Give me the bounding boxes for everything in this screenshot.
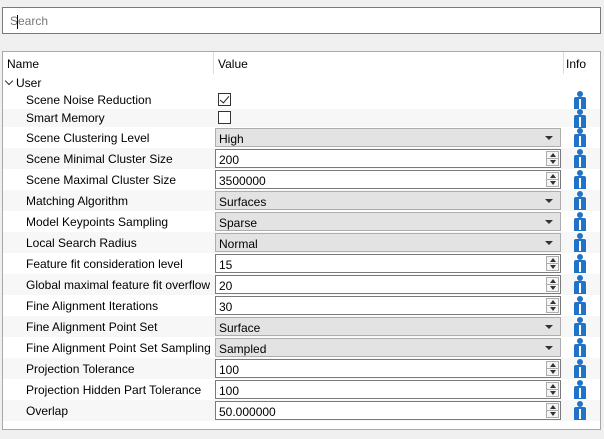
info-icon[interactable] <box>572 401 588 420</box>
dropdown-arrow-icon[interactable] <box>545 325 553 329</box>
spin-up-icon[interactable] <box>550 405 556 409</box>
property-value-cell <box>215 253 563 274</box>
property-row-global-maximal-feature-fit-overflow <box>3 274 600 295</box>
property-value-cell <box>215 169 563 190</box>
spin-up-icon[interactable] <box>550 153 556 157</box>
info-icon[interactable] <box>572 191 588 210</box>
property-name: Scene Clustering Level <box>26 131 150 145</box>
property-name: Fine Alignment Point Set <box>26 320 158 334</box>
property-name: Projection Hidden Part Tolerance <box>26 383 202 397</box>
checkbox[interactable] <box>218 93 231 106</box>
info-icon-body <box>574 239 586 252</box>
spin-divider <box>547 305 558 306</box>
info-icon-body <box>574 260 586 273</box>
property-name: Model Keypoints Sampling <box>26 215 169 229</box>
spin-value[interactable]: 15 <box>219 258 233 272</box>
property-value-cell <box>215 295 563 316</box>
info-icon[interactable] <box>572 380 588 399</box>
dropdown-arrow-icon[interactable] <box>545 346 553 350</box>
info-icon-body <box>574 365 586 378</box>
property-name: Feature fit consideration level <box>26 257 183 271</box>
spin-box[interactable] <box>215 275 561 294</box>
property-value-cell <box>215 400 563 421</box>
spin-down-icon[interactable] <box>550 412 556 416</box>
spin-divider <box>547 284 558 285</box>
column-separator[interactable] <box>563 52 564 74</box>
info-icon-body <box>574 344 586 357</box>
property-name: Scene Maximal Cluster Size <box>26 173 177 187</box>
property-row-scene-maximal-cluster-size <box>3 169 600 190</box>
property-row-fine-alignment-point-set-sampling <box>3 337 600 358</box>
property-value-cell <box>215 211 563 232</box>
spin-box[interactable] <box>215 254 561 273</box>
spin-buttons[interactable] <box>546 172 559 187</box>
spin-buttons[interactable] <box>546 298 559 313</box>
info-icon[interactable] <box>572 109 588 128</box>
info-icon[interactable] <box>572 170 588 189</box>
dropdown-arrow-icon[interactable] <box>545 136 553 140</box>
spin-box[interactable] <box>215 170 561 189</box>
spin-buttons[interactable] <box>546 151 559 166</box>
spin-divider <box>547 410 558 411</box>
spin-divider <box>547 368 558 369</box>
spin-down-icon[interactable] <box>550 370 556 374</box>
spin-value[interactable]: 3500000 <box>219 174 266 188</box>
property-row-overlap <box>3 400 600 421</box>
info-icon-body <box>574 323 586 336</box>
property-value-cell <box>215 148 563 169</box>
spin-down-icon[interactable] <box>550 181 556 185</box>
info-icon[interactable] <box>572 296 588 315</box>
property-row-scene-minimal-cluster-size <box>3 148 600 169</box>
info-icon[interactable] <box>572 91 588 110</box>
property-name: Global maximal feature fit overflow <box>26 278 211 292</box>
grid-header <box>3 52 600 74</box>
property-value-cell <box>215 316 563 337</box>
dropdown-value: Sampled <box>219 342 267 356</box>
property-name: Overlap <box>26 404 69 418</box>
spin-divider <box>547 179 558 180</box>
info-icon[interactable] <box>572 254 588 273</box>
property-name: Matching Algorithm <box>26 194 129 208</box>
spin-down-icon[interactable] <box>550 265 556 269</box>
property-name: Scene Noise Reduction <box>26 93 152 107</box>
info-icon-body <box>574 176 586 189</box>
property-row-smart-memory <box>3 109 600 127</box>
spin-buttons[interactable] <box>546 403 559 418</box>
info-icon-body <box>574 197 586 210</box>
column-header-info[interactable]: Info <box>566 57 587 71</box>
info-icon[interactable] <box>572 212 588 231</box>
search-input[interactable] <box>3 8 600 33</box>
property-value-cell <box>215 232 563 253</box>
info-icon[interactable] <box>572 149 588 168</box>
property-row-model-keypoints-sampling <box>3 211 600 232</box>
spin-divider <box>547 263 558 264</box>
column-header-name[interactable]: Name <box>7 57 40 71</box>
spin-buttons[interactable] <box>546 382 559 397</box>
dropdown-arrow-icon[interactable] <box>545 199 553 203</box>
spin-up-icon[interactable] <box>550 384 556 388</box>
spin-down-icon[interactable] <box>550 391 556 395</box>
dropdown-value: Surface <box>219 321 261 335</box>
spin-value[interactable]: 100 <box>219 363 240 377</box>
spin-up-icon[interactable] <box>550 300 556 304</box>
dropdown-value: Sparse <box>219 216 258 230</box>
property-value-cell <box>215 358 563 379</box>
spin-down-icon[interactable] <box>550 286 556 290</box>
spin-up-icon[interactable] <box>550 279 556 283</box>
property-name: Local Search Radius <box>26 236 137 250</box>
spin-up-icon[interactable] <box>550 363 556 367</box>
spin-box[interactable] <box>215 359 561 378</box>
property-value-cell <box>215 127 563 148</box>
info-icon[interactable] <box>572 317 588 336</box>
dropdown-value: High <box>219 132 244 146</box>
info-icon[interactable] <box>572 128 588 147</box>
spin-buttons[interactable] <box>546 361 559 376</box>
spin-box[interactable] <box>215 401 561 420</box>
spin-down-icon[interactable] <box>550 160 556 164</box>
spin-up-icon[interactable] <box>550 258 556 262</box>
spin-value[interactable]: 20 <box>219 279 233 293</box>
property-row-projection-tolerance <box>3 358 600 379</box>
property-row-feature-fit-consideration-level <box>3 253 600 274</box>
info-icon-body <box>574 134 586 147</box>
column-header-value[interactable]: Value <box>218 57 248 71</box>
group-row-user[interactable] <box>3 74 600 91</box>
spin-box[interactable] <box>215 149 561 168</box>
property-row-scene-clustering-level <box>3 127 600 148</box>
checkbox[interactable] <box>218 111 231 124</box>
spin-down-icon[interactable] <box>550 307 556 311</box>
info-icon-body <box>574 407 586 420</box>
dropdown-arrow-icon[interactable] <box>545 241 553 245</box>
property-row-fine-alignment-iterations <box>3 295 600 316</box>
info-icon-body <box>574 302 586 315</box>
spin-value[interactable]: 30 <box>219 300 233 314</box>
dropdown-value: Normal <box>219 237 258 251</box>
info-icon-body <box>574 155 586 168</box>
search-box[interactable] <box>2 7 601 34</box>
dropdown-select[interactable] <box>215 317 561 336</box>
info-icon[interactable] <box>572 359 588 378</box>
property-value-cell <box>215 274 563 295</box>
property-name: Scene Minimal Cluster Size <box>26 152 173 166</box>
info-icon-body <box>574 218 586 231</box>
property-row-fine-alignment-point-set <box>3 316 600 337</box>
spin-value[interactable]: 200 <box>219 153 240 167</box>
property-value-cell <box>215 379 563 400</box>
property-row-local-search-radius <box>3 232 600 253</box>
spin-value[interactable]: 50.000000 <box>219 405 276 419</box>
info-icon[interactable] <box>572 338 588 357</box>
spin-value[interactable]: 100 <box>219 384 240 398</box>
property-name: Fine Alignment Iterations <box>26 299 159 313</box>
property-name: Smart Memory <box>26 111 105 125</box>
info-icon[interactable] <box>572 275 588 294</box>
dropdown-select[interactable] <box>215 128 561 147</box>
spin-buttons[interactable] <box>546 256 559 271</box>
property-name: Fine Alignment Point Set Sampling <box>26 341 211 355</box>
group-label: User <box>16 76 42 90</box>
property-value-cell <box>215 190 563 211</box>
spin-divider <box>547 158 558 159</box>
spin-box[interactable] <box>215 380 561 399</box>
property-row-matching-algorithm <box>3 190 600 211</box>
dropdown-select[interactable] <box>215 338 561 357</box>
spin-box[interactable] <box>215 296 561 315</box>
dropdown-select[interactable] <box>215 212 561 231</box>
dropdown-arrow-icon[interactable] <box>545 220 553 224</box>
property-value-cell <box>215 337 563 358</box>
spin-divider <box>547 389 558 390</box>
info-icon-body <box>574 281 586 294</box>
property-grid <box>2 51 601 430</box>
info-icon-body <box>574 386 586 399</box>
property-row-projection-hidden-part-tolerance <box>3 379 600 400</box>
dropdown-select[interactable] <box>215 191 561 210</box>
text-caret <box>17 15 18 29</box>
info-icon[interactable] <box>572 233 588 252</box>
column-separator[interactable] <box>213 52 214 74</box>
chevron-down-icon[interactable] <box>5 77 13 85</box>
spin-up-icon[interactable] <box>550 174 556 178</box>
spin-buttons[interactable] <box>546 277 559 292</box>
property-name: Projection Tolerance <box>26 362 135 376</box>
dropdown-select[interactable] <box>215 233 561 252</box>
dropdown-value: Surfaces <box>219 195 267 209</box>
property-row-scene-noise-reduction <box>3 91 600 109</box>
